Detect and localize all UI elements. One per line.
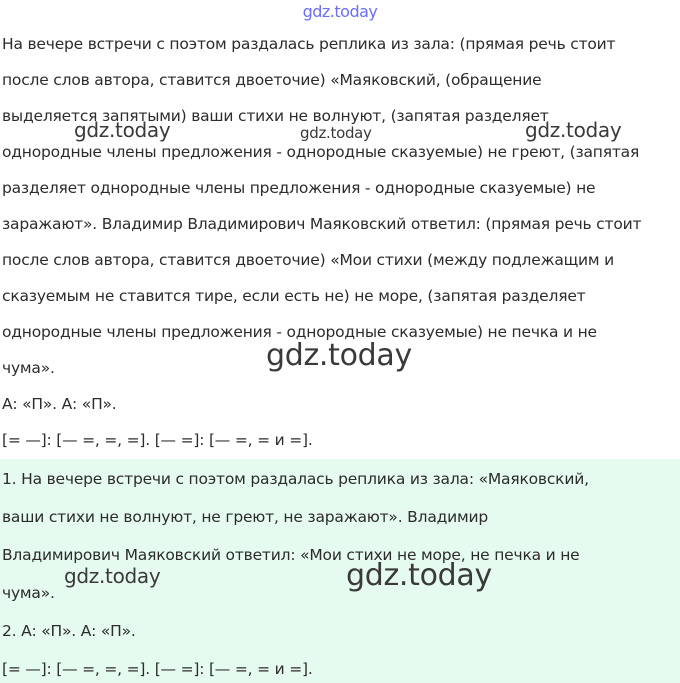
text-line: после слов автора, ставится двоеточие) «Маяковский, (обращение	[2, 71, 542, 89]
scheme-line: [= —]: [— =, =, =]. [— =]: [— =, = и =].	[2, 431, 313, 449]
watermark: gdz.today	[64, 564, 161, 588]
watermark: gdz.today	[266, 338, 412, 373]
text-line: На вечере встречи с поэтом раздалась реплика из зала: (прямая речь стоит	[2, 35, 616, 53]
text-line: сказуемым не ставится тире, если есть не) не море, (запятая разделяет	[2, 287, 586, 305]
answer-line: [= —]: [— =, =, =]. [— =]: [— =, = и =].	[2, 660, 313, 678]
answer-line: 1. На вечере встречи с поэтом раздалась реплика из зала: «Маяковский,	[2, 470, 589, 488]
watermark: gdz.today	[300, 124, 372, 142]
text-line: разделяет однородные члены предложения - однородные сказуемые) не	[2, 179, 596, 197]
scheme-line: А: «П». А: «П».	[2, 395, 117, 413]
text-line: однородные члены предложения - однородные сказуемые) не печка и не	[2, 323, 597, 341]
watermark: gdz.today	[74, 118, 171, 142]
watermark: gdz.today	[525, 118, 622, 142]
answer-line: ваши стихи не волнуют, не греют, не заражают». Владимир	[2, 508, 489, 526]
watermark: gdz.today	[346, 558, 492, 593]
analysis-paragraph	[2, 26, 678, 458]
answer-line: чума».	[2, 584, 55, 602]
site-logo[interactable]: gdz.today	[302, 2, 378, 21]
answer-line: 2. А: «П». А: «П».	[2, 622, 136, 640]
text-line: выделяется запятыми) ваши стихи не волнуют, (запятая разделяет	[2, 107, 549, 125]
text-line: заражают». Владимир Владимирович Маяковский ответил: (прямая речь стоит	[2, 215, 642, 233]
text-line: чума».	[2, 359, 55, 377]
answer-line: Владимирович Маяковский ответил: «Мои стихи не море, не печка и не	[2, 546, 580, 564]
text-line: после слов автора, ставится двоеточие) «Мои стихи (между подлежащим и	[2, 251, 615, 269]
text-line: однородные члены предложения - однородные сказуемые) не греют, (запятая	[2, 143, 640, 161]
